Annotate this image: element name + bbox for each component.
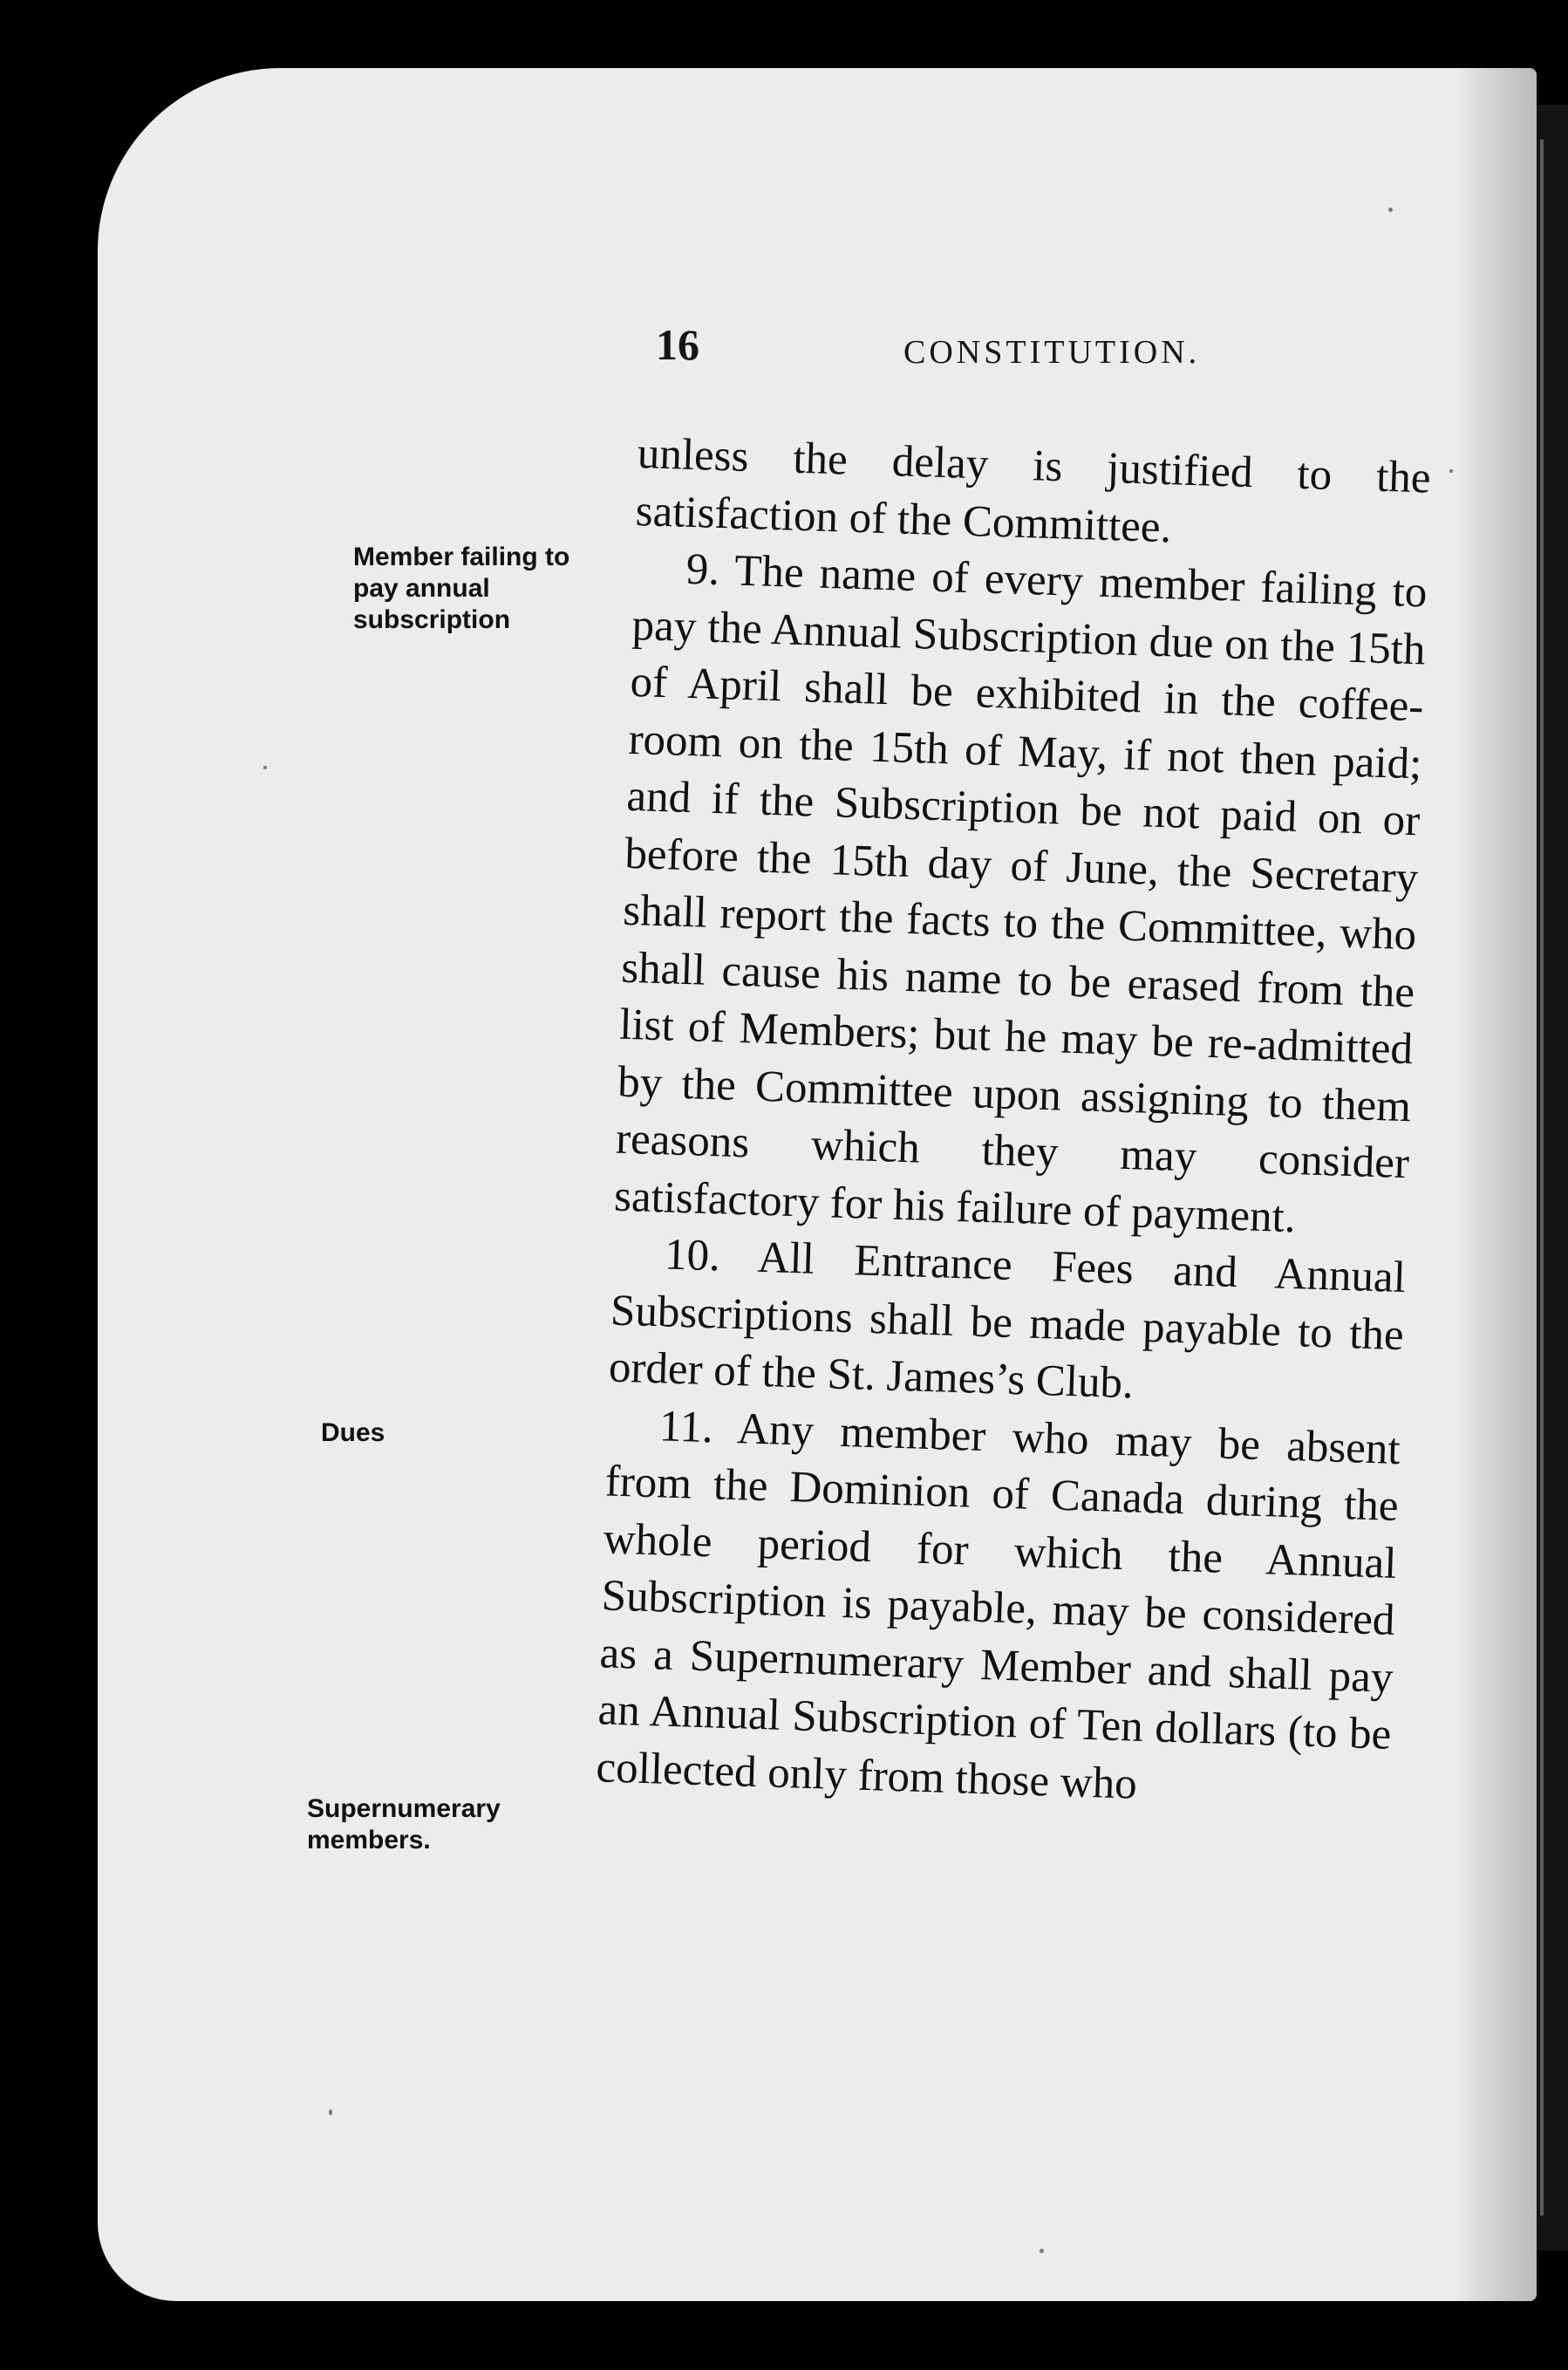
page-number: 16 (656, 320, 699, 369)
paragraph-article-11: 11. Any member who may be absent from the Dominion of Canada during the whole period for which the Annual Subscription is payable, may be considered as a Supernumerary Member and shall pay an Annual Subscription of Ten dollars (to be collected only from those who (595, 1401, 1401, 1809)
margin-note-supernumerary: Supernumerary members. (307, 1794, 501, 1854)
body-text (596, 426, 1432, 1821)
page-gutter-shade (1454, 68, 1537, 2301)
paragraph-continuation: unless the delay is justified to the satisfaction of the Committee. (635, 428, 1432, 552)
margin-note-member-failing: Member failing to pay annual subscription (353, 543, 570, 634)
paper-speck (1449, 469, 1453, 473)
book-page (98, 68, 1537, 2301)
paper-speck (329, 2109, 332, 2115)
paper-speck (1040, 2249, 1044, 2253)
paragraph-article-10: 10. All Entrance Fees and Annual Subscriptions shall be made payable to the order of the St. James’s Club. (608, 1230, 1407, 1409)
binding-edge (1540, 140, 1544, 2216)
margin-note-dues: Dues (321, 1418, 385, 1447)
running-head: CONSTITUTION. (903, 334, 1201, 371)
paragraph-article-9: 9. The name of every member failing to pay the Annual Subscription due on the 15th of April shall be exhibited in the coffee-room on the 15th of May, if not then paid; and if the Subscription be not paid on or before the 15th day of June, the Secretary shall report the facts to the Committee, who shall cause his name to be erased from the list of Members; but he may be re-admitted by the Committee upon assigning to them reasons which they may consider satisfactory for his failure of payment. (613, 544, 1428, 1242)
paper-speck (1388, 208, 1393, 212)
paper-speck (263, 766, 267, 769)
